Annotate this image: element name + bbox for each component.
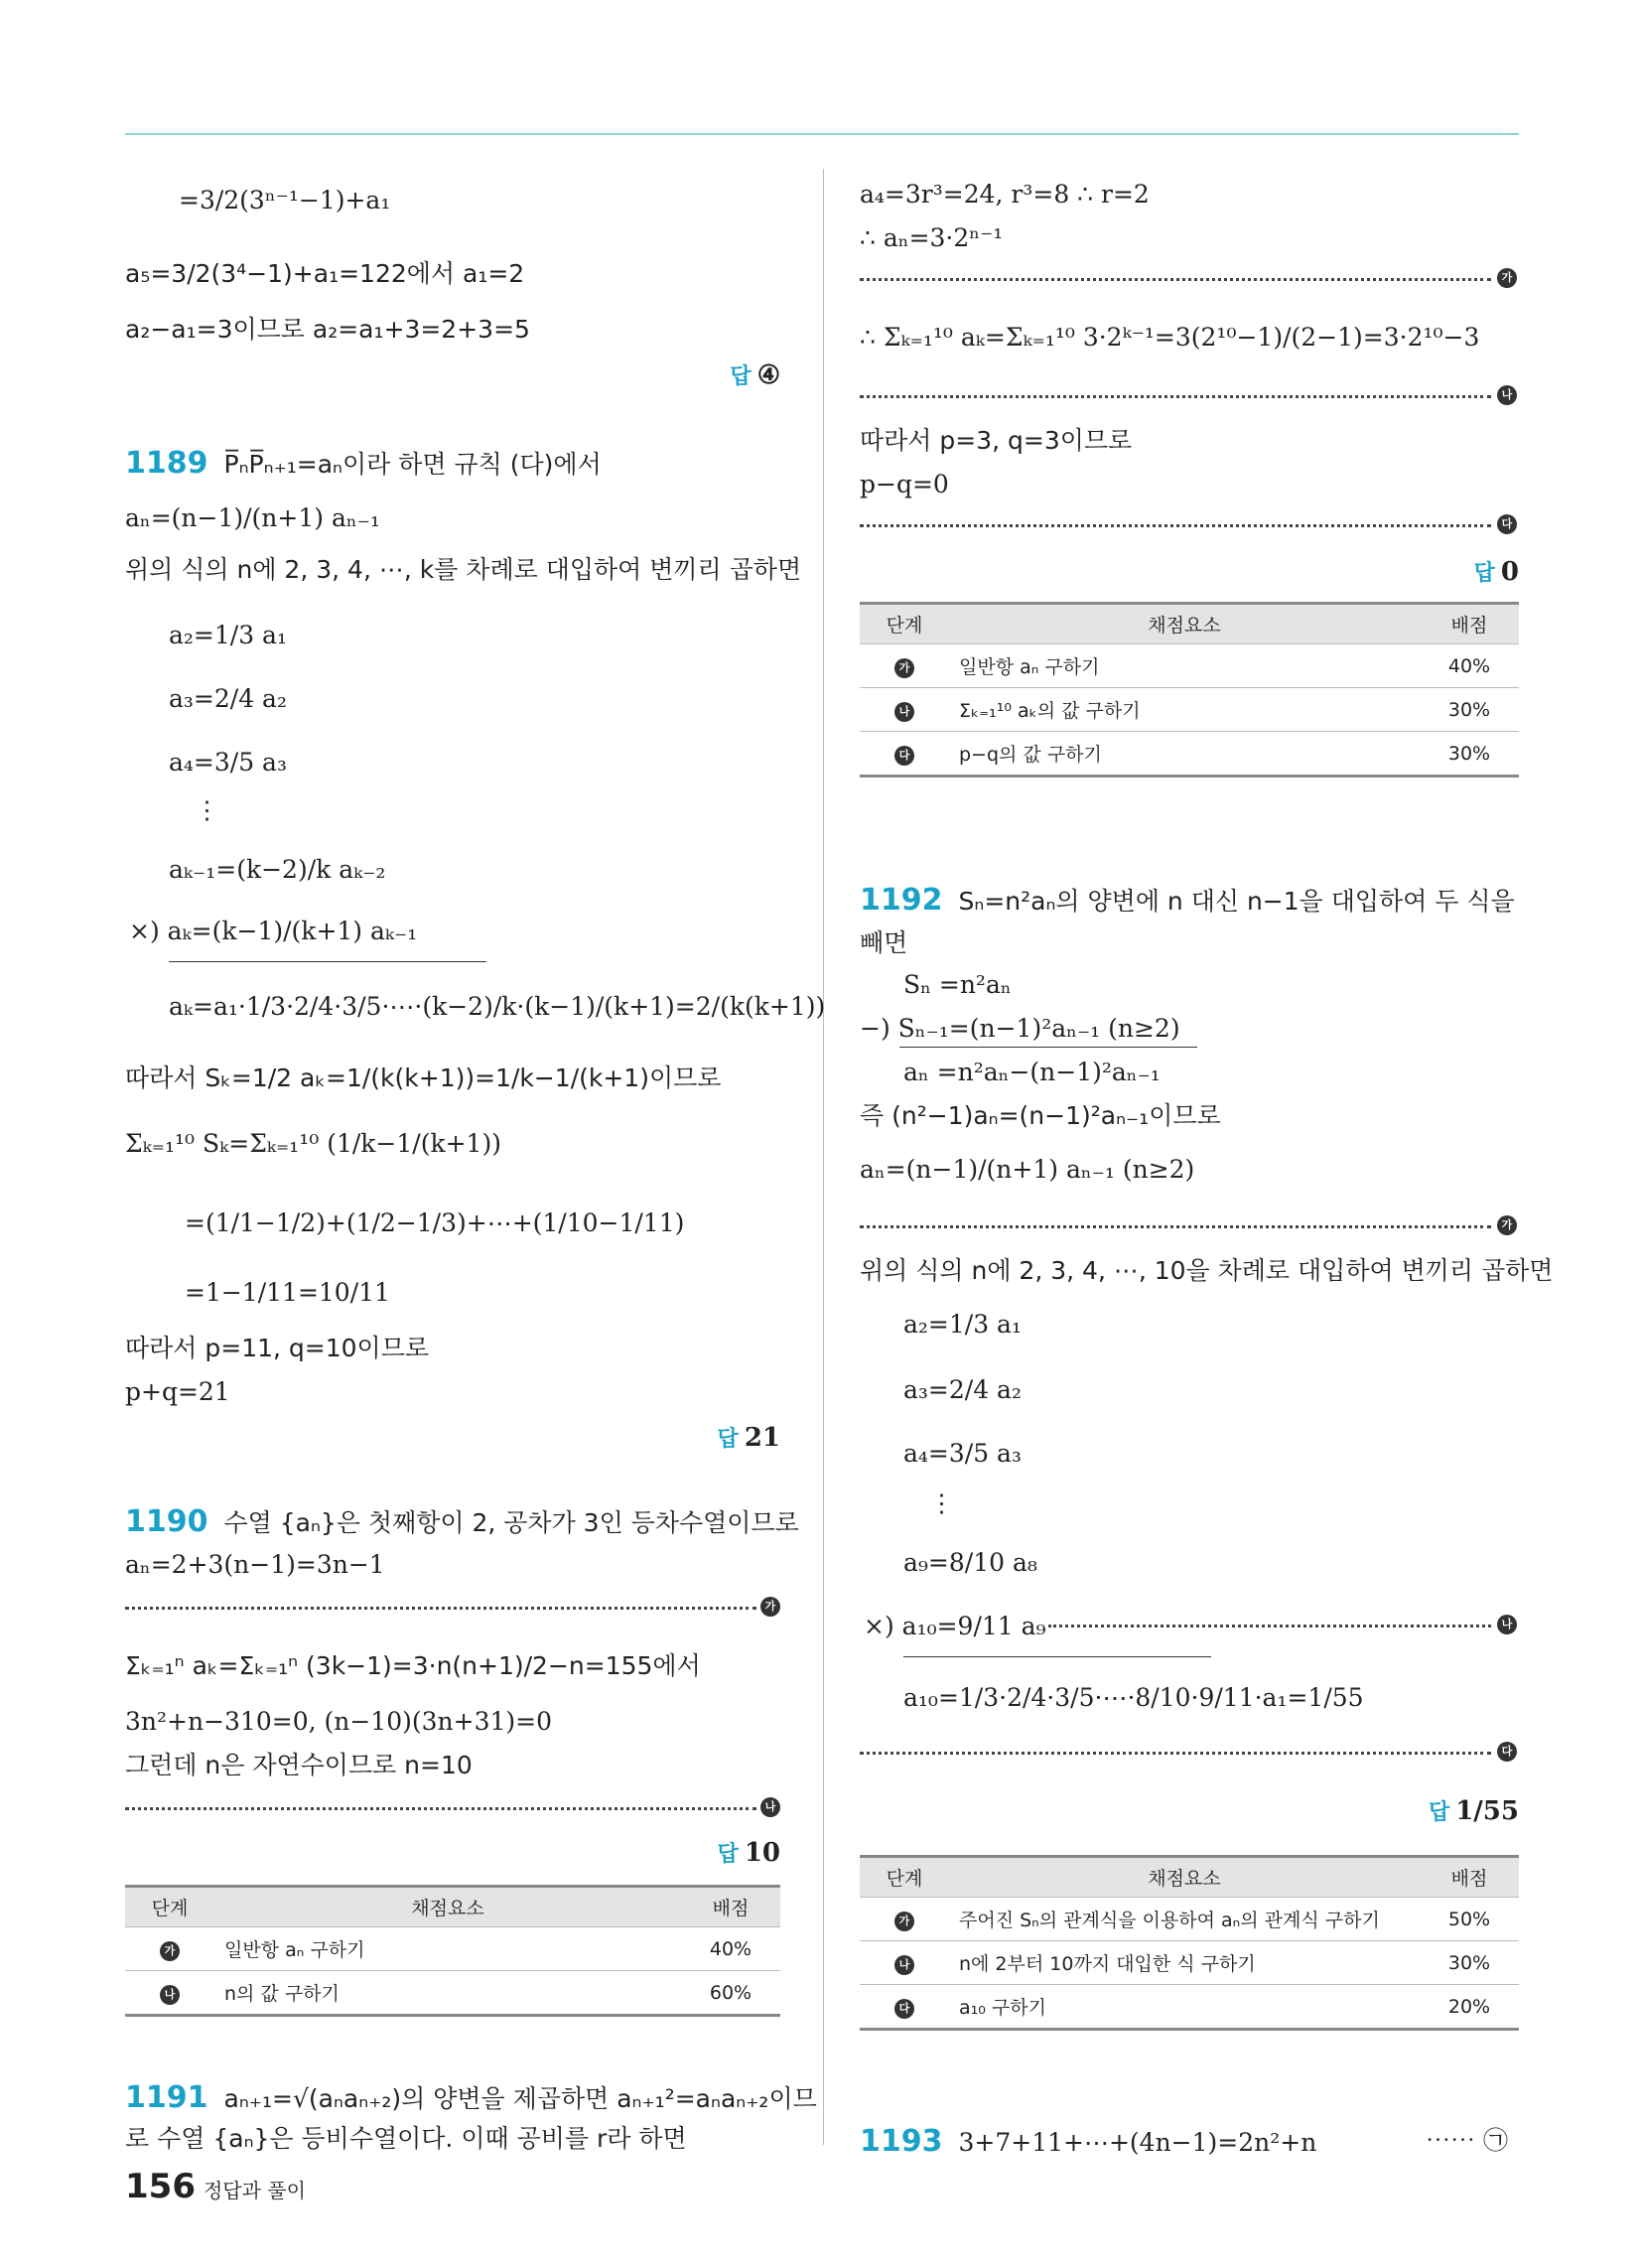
- dotted-separator: [860, 278, 1491, 281]
- formula-line: a₉=8/10 a₈: [903, 1548, 1037, 1577]
- answer-1189: 답 21: [717, 1423, 780, 1453]
- table-cell: 일반항 aₙ 구하기: [949, 644, 1420, 688]
- table-cell: 30%: [1420, 688, 1519, 732]
- table-cell: 20%: [1420, 1985, 1519, 2030]
- table-cell: 40%: [681, 1927, 780, 1971]
- dotted-separator: [860, 1752, 1491, 1755]
- vertical-dots: ⋮: [195, 795, 219, 824]
- formula-line: a₂=1/3 a₁: [903, 1310, 1022, 1339]
- table-header: 채점요소: [214, 1887, 681, 1927]
- step-marker-ga: 가: [1497, 1215, 1517, 1235]
- table-header: 채점요소: [949, 604, 1420, 644]
- problem-1193-heading: 1193 3+7+11+⋯+(4n−1)=2n²+n: [860, 2124, 1317, 2159]
- formula-line: a₁₀=1/3·2/4·3/5·⋯·8/10·9/11·a₁=1/55: [903, 1683, 1364, 1712]
- formula-line: p+q=21: [125, 1377, 230, 1406]
- table-cell: 50%: [1420, 1898, 1519, 1941]
- formula-line: Σₖ₌₁ⁿ aₖ=Σₖ₌₁ⁿ (3k−1)=3·n(n+1)/2−n=155에서: [125, 1651, 701, 1680]
- answer-1191: 답 0: [1473, 557, 1519, 587]
- formula-line: a₄=3r³=24, r³=8 ∴ r=2: [860, 180, 1150, 209]
- problem-number: 1189: [125, 446, 208, 481]
- table-cell: p−q의 값 구하기: [949, 732, 1420, 777]
- formula-line: p−q=0: [860, 470, 949, 498]
- vertical-dots: ⋮: [929, 1488, 954, 1517]
- formula-line: Sₙ =n²aₙ: [903, 970, 1012, 999]
- problem-1189-heading: 1189 P̅ₙP̅ₙ₊₁=aₙ이라 하면 규칙 (다)에서: [125, 446, 602, 481]
- formula-line: ×) a₁₀=9/11 a₉: [864, 1612, 1046, 1640]
- dotted-separator: [125, 1607, 756, 1610]
- formula-line: aₙ=(n−1)/(n+1) aₙ₋₁: [125, 503, 380, 532]
- answer-1192: 답 1/55: [1428, 1796, 1519, 1826]
- text-line: 따라서 p=11, q=10이므로: [125, 1334, 429, 1362]
- dotted-separator: [1048, 1625, 1491, 1628]
- table-header: 배점: [681, 1887, 780, 1927]
- answer-1190: 답 10: [717, 1838, 780, 1868]
- problem-1191-heading: 1191 aₙ₊₁=√(aₙaₙ₊₂)의 양변을 제곱하면 aₙ₊₁²=aₙaₙ₊₂이므: [125, 2080, 817, 2115]
- formula-line: a₃=2/4 a₂: [903, 1375, 1022, 1404]
- step-badge: 나: [160, 1985, 180, 2005]
- table-cell: Σₖ₌₁¹⁰ aₖ의 값 구하기: [949, 688, 1420, 732]
- dotted-separator: [860, 524, 1491, 527]
- formula-line: =3/2(3ⁿ⁻¹−1)+a₁: [179, 186, 391, 214]
- table-cell: n에 2부터 10까지 대입한 식 구하기: [949, 1941, 1420, 1985]
- table-header: 채점요소: [949, 1857, 1420, 1898]
- step-badge: 가: [894, 658, 914, 678]
- table-row: [125, 1927, 780, 1971]
- step-badge: 나: [894, 1955, 914, 1975]
- equation-tag: ⋯⋯ ㉠: [1426, 2126, 1508, 2155]
- column-divider: [823, 169, 824, 2145]
- table-row: [860, 1985, 1519, 2030]
- formula-line: ∴ Σₖ₌₁¹⁰ aₖ=Σₖ₌₁¹⁰ 3·2ᵏ⁻¹=3(2¹⁰−1)/(2−1)=3·2¹⁰−3: [860, 323, 1480, 352]
- text-line: 그런데 n은 자연수이므로 n=10: [125, 1751, 473, 1779]
- table-header: 단계: [860, 604, 949, 644]
- text-line: 위의 식의 n에 2, 3, 4, ⋯, 10을 차례로 대입하여 변끼리 곱하면: [860, 1256, 1554, 1285]
- step-marker-na: 나: [1497, 1615, 1517, 1634]
- table-cell: 40%: [1420, 644, 1519, 688]
- formula-line: ∴ aₙ=3·2ⁿ⁻¹: [860, 223, 1004, 252]
- table-header: 단계: [860, 1857, 949, 1898]
- formula-line: aₙ=2+3(n−1)=3n−1: [125, 1550, 385, 1579]
- step-marker-da: 다: [1497, 514, 1517, 534]
- formula-line: =(1/1−1/2)+(1/2−1/3)+⋯+(1/10−1/11): [185, 1208, 685, 1237]
- formula-line: 즉 (n²−1)aₙ=(n−1)²aₙ₋₁이므로: [860, 1101, 1221, 1130]
- table-cell: 주어진 Sₙ의 관계식을 이용하여 aₙ의 관계식 구하기: [949, 1898, 1420, 1941]
- header-rule: [125, 133, 1519, 135]
- table-cell: 30%: [1420, 732, 1519, 777]
- scoring-table-1191: [860, 602, 1519, 778]
- step-marker-ga: 가: [760, 1597, 780, 1617]
- answer-1188: 답 ④: [730, 360, 780, 390]
- dotted-separator: [860, 395, 1491, 398]
- table-header: 단계: [125, 1887, 214, 1927]
- formula-line: aₖ₋₁=(k−2)/k aₖ₋₂: [169, 855, 386, 884]
- step-badge: 다: [894, 1999, 914, 2019]
- formula-line: −) Sₙ₋₁=(n−1)²aₙ₋₁ (n≥2): [860, 1014, 1180, 1043]
- formula-line: a₂=1/3 a₁: [169, 621, 287, 649]
- formula-line: a₅=3/2(3⁴−1)+a₁=122에서 a₁=2: [125, 259, 525, 288]
- step-marker-na: 나: [1497, 385, 1517, 405]
- table-cell: 일반항 aₙ 구하기: [214, 1927, 681, 1971]
- formula-line: Σₖ₌₁¹⁰ Sₖ=Σₖ₌₁¹⁰ (1/k−1/(k+1)): [125, 1129, 501, 1158]
- step-badge: 다: [894, 746, 914, 766]
- text-line: 빼면: [860, 928, 908, 957]
- step-marker-na: 나: [760, 1797, 780, 1817]
- table-cell: n의 값 구하기: [214, 1971, 681, 2016]
- text-line: 위의 식의 n에 2, 3, 4, ⋯, k를 차례로 대입하여 변끼리 곱하면: [125, 555, 802, 584]
- table-cell: 30%: [1420, 1941, 1519, 1985]
- table-row: [860, 732, 1519, 777]
- table-row: [860, 1941, 1519, 1985]
- formula-line: 3n²+n−310=0, (n−10)(3n+31)=0: [125, 1707, 552, 1736]
- page-number: 156: [125, 2167, 196, 2206]
- dotted-separator: [860, 1225, 1491, 1228]
- multiply-rule: [169, 961, 486, 962]
- formula-line: a₄=3/5 a₃: [903, 1439, 1022, 1468]
- problem-number: 1190: [125, 1504, 208, 1539]
- formula-line: =1−1/11=10/11: [185, 1278, 390, 1307]
- footer-title: 정답과 풀이: [203, 2179, 306, 2202]
- table-cell: 60%: [681, 1971, 780, 2016]
- problem-1190-heading: 1190 수열 {aₙ}은 첫째항이 2, 공차가 3인 등차수열이므로: [125, 1504, 799, 1539]
- formula-line: aₖ=a₁·1/3·2/4·3/5·⋯·(k−2)/k·(k−1)/(k+1)=2/(k(k+1)): [169, 992, 826, 1021]
- scoring-table-1190: [125, 1885, 780, 2017]
- formula-line: aₙ =n²aₙ−(n−1)²aₙ₋₁: [903, 1058, 1161, 1086]
- page-footer: [125, 2167, 306, 2206]
- formula-line: a₃=2/4 a₂: [169, 684, 287, 713]
- problem-number: 1192: [860, 883, 943, 918]
- formula-line: a₂−a₁=3이므로 a₂=a₁+3=2+3=5: [125, 315, 530, 344]
- text-line: 따라서 p=3, q=3이므로: [860, 426, 1133, 455]
- problem-number: 1191: [125, 2080, 208, 2115]
- multiply-rule: [903, 1656, 1211, 1657]
- step-badge: 나: [894, 702, 914, 722]
- step-marker-da: 다: [1497, 1742, 1517, 1762]
- scoring-table-1192: [860, 1855, 1519, 2031]
- table-row: [860, 688, 1519, 732]
- subtract-rule: [899, 1047, 1197, 1048]
- table-row: [125, 1971, 780, 2016]
- step-badge: 가: [160, 1941, 180, 1961]
- formula-line: ×) aₖ=(k−1)/(k+1) aₖ₋₁: [129, 917, 418, 945]
- table-cell: a₁₀ 구하기: [949, 1985, 1420, 2030]
- formula-line: aₙ=(n−1)/(n+1) aₙ₋₁ (n≥2): [860, 1155, 1195, 1184]
- problem-number: 1193: [860, 2124, 943, 2159]
- table-header: 배점: [1420, 1857, 1519, 1898]
- table-header: 배점: [1420, 604, 1519, 644]
- step-badge: 가: [894, 1912, 914, 1931]
- step-marker-ga: 가: [1497, 268, 1517, 288]
- problem-1192-heading: 1192 Sₙ=n²aₙ의 양변에 n 대신 n−1을 대입하여 두 식을: [860, 883, 1515, 918]
- formula-line: 따라서 Sₖ=1/2 aₖ=1/(k(k+1))=1/k−1/(k+1)이므로: [125, 1063, 722, 1092]
- dotted-separator: [125, 1807, 756, 1810]
- table-row: [860, 644, 1519, 688]
- table-row: [860, 1898, 1519, 1941]
- text-line: 로 수열 {aₙ}은 등비수열이다. 이때 공비를 r라 하면: [125, 2124, 687, 2153]
- formula-line: a₄=3/5 a₃: [169, 748, 287, 777]
